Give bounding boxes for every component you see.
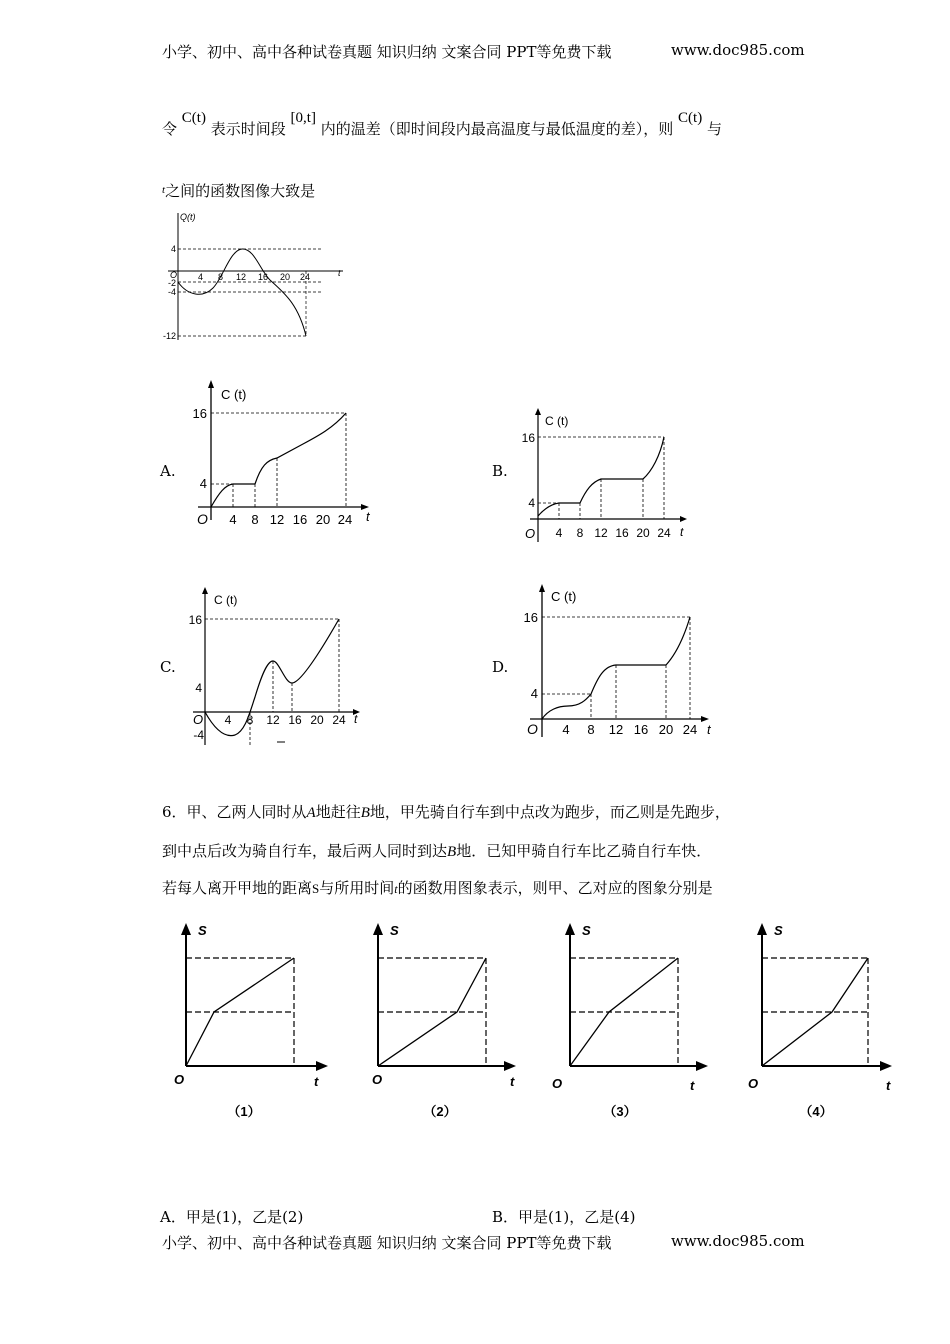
y-tick: -12 (162, 331, 176, 341)
q6-line-2: 到中点后改为骑自行车，最后两人同时到达B地．已知甲骑自行车比乙骑自行车快． (162, 842, 712, 860)
origin-label: O (174, 1072, 185, 1087)
y-axis-label: S (774, 923, 783, 938)
option-a-graph[interactable] (183, 378, 383, 528)
graph-caption: （2） (423, 1104, 457, 1119)
x-tick: 16 (258, 272, 269, 282)
q6-option-a[interactable]: A．甲是(1)，乙是(2) (160, 1208, 304, 1226)
y-tick: 4 (528, 496, 535, 510)
x-axis-label: t (707, 722, 711, 737)
x-tick: 12 (594, 526, 608, 540)
temperature-graph (158, 208, 358, 348)
y-axis-label: Q(t) (180, 212, 196, 222)
y-axis-label: S (198, 923, 207, 938)
y-tick: 16 (192, 406, 207, 421)
origin-label: O (525, 526, 536, 541)
x-axis-label: t (314, 1074, 319, 1089)
q6-option-b[interactable]: B．甲是(1)，乙是(4) (492, 1208, 636, 1226)
x-tick: 12 (269, 512, 285, 527)
y-tick: 16 (523, 610, 538, 625)
option-d-letter[interactable]: D. (492, 658, 509, 676)
y-axis-label: S (582, 923, 591, 938)
x-axis-label: t (886, 1078, 891, 1093)
y-axis-label: C (t) (214, 593, 238, 607)
distance-graph-4[interactable] (744, 918, 914, 1123)
graph-caption: （1） (227, 1104, 261, 1119)
origin-label: O (193, 712, 204, 727)
x-tick: 24 (300, 272, 311, 282)
x-tick: 4 (229, 512, 237, 527)
y-tick: 16 (521, 431, 535, 445)
x-tick: 16 (288, 713, 302, 727)
x-tick: 20 (636, 526, 650, 540)
distance-graph-2[interactable] (360, 918, 530, 1123)
x-tick: 16 (615, 526, 629, 540)
x-tick: 4 (562, 722, 570, 737)
option-b-letter[interactable]: B. (492, 462, 508, 480)
x-tick: 20 (658, 722, 674, 737)
y-tick: 4 (195, 681, 202, 695)
option-c-letter[interactable]: C. (160, 658, 176, 676)
x-axis-label: t (354, 712, 358, 726)
origin-label: O (170, 270, 178, 280)
y-tick: 16 (188, 613, 202, 627)
x-tick: 20 (280, 272, 291, 282)
y-tick: 4 (530, 686, 538, 701)
distance-graph-1[interactable] (168, 918, 338, 1123)
footer-url[interactable]: www.doc985.com (671, 1232, 805, 1250)
option-a-letter[interactable]: A. (160, 462, 176, 480)
y-axis-label: S (390, 923, 399, 938)
x-tick: 4 (555, 526, 563, 540)
x-tick: 24 (682, 722, 698, 737)
option-b-graph[interactable] (520, 406, 700, 546)
q5-line-1: 令 C(t) 表示时间段 [0,t] 内的温差（即时间段内最高温度与最低温度的差），则 C(t) 与 (162, 110, 723, 138)
graph-caption: （4） (799, 1104, 833, 1119)
origin-label: O (372, 1072, 383, 1087)
y-tick: 4 (170, 244, 176, 254)
distance-graph-3[interactable] (552, 918, 722, 1123)
x-tick: 16 (292, 512, 308, 527)
y-tick: -2 (167, 278, 176, 288)
x-tick: 12 (236, 272, 247, 282)
x-tick: 12 (608, 722, 624, 737)
x-tick: 8 (587, 722, 595, 737)
y-tick: 4 (199, 476, 207, 491)
x-tick: 16 (633, 722, 649, 737)
origin-label: O (527, 721, 538, 737)
x-tick: 20 (315, 512, 331, 527)
footer-text: 小学、初中、高中各种试卷真题 知识归纳 文案合同 PPT等免费下载 (162, 1234, 612, 1252)
x-tick: 4 (198, 272, 204, 282)
origin-label: O (197, 511, 208, 527)
q6-line-3: 若每人离开甲地的距离S与所用时间t的函数用图象表示，则甲、乙对应的图象分别是 (162, 879, 713, 897)
x-axis-label: t (510, 1074, 515, 1089)
y-tick: -4 (193, 728, 204, 742)
x-axis-label: t (338, 268, 341, 278)
x-tick: 24 (337, 512, 353, 527)
x-tick: 8 (218, 272, 224, 282)
q6-line-1: 6．甲、乙两人同时从A地赶往B地，甲先骑自行车到中点改为跑步，而乙则是先跑步， (162, 803, 730, 821)
x-tick: 8 (576, 526, 584, 540)
x-axis-label: t (680, 525, 684, 539)
temperature-curve (178, 249, 306, 336)
y-tick: -4 (167, 287, 176, 297)
graph-caption: （3） (603, 1104, 637, 1119)
x-tick: 4 (224, 713, 232, 727)
x-tick: 8 (246, 713, 254, 727)
x-axis-label: t (366, 509, 370, 524)
y-axis-label: C (t) (221, 387, 247, 402)
y-tick-labels (163, 244, 176, 341)
y-axis-label: C (t) (551, 589, 577, 604)
x-tick: 24 (657, 526, 671, 540)
x-tick: 20 (310, 713, 324, 727)
y-axis-label: C (t) (545, 414, 569, 428)
q5-line-2: $^t$之间的函数图像大致是 (162, 182, 316, 200)
option-d-graph[interactable] (518, 582, 723, 742)
x-tick: 24 (332, 713, 346, 727)
header-text: 小学、初中、高中各种试卷真题 知识归纳 文案合同 PPT等免费下载 (162, 43, 612, 61)
x-tick-labels (198, 272, 310, 282)
x-tick: 12 (266, 713, 280, 727)
option-c-graph[interactable] (183, 585, 378, 750)
origin-label: O (748, 1076, 759, 1091)
header-url[interactable]: www.doc985.com (671, 41, 805, 59)
origin-label: O (552, 1076, 563, 1091)
x-axis-label: t (690, 1078, 695, 1093)
x-tick: 8 (251, 512, 259, 527)
